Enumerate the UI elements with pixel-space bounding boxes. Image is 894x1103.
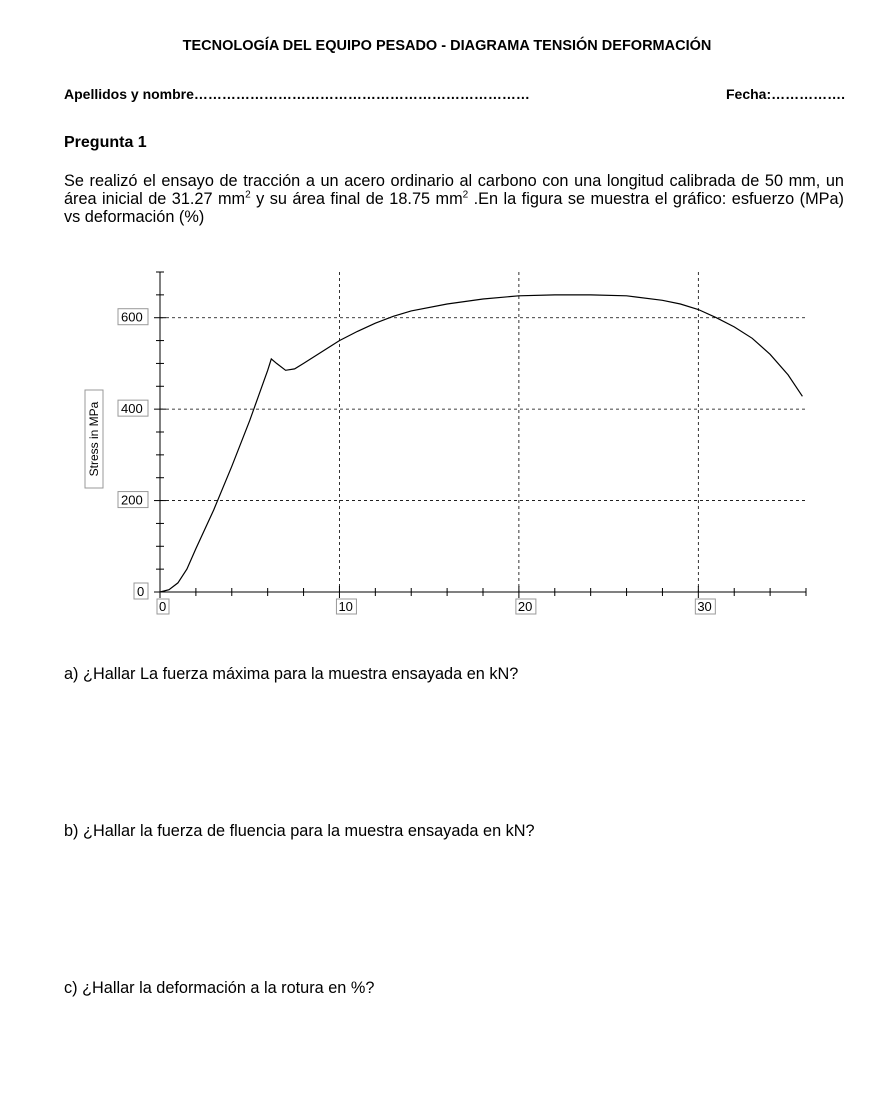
question-c: c) ¿Hallar la deformación a la rotura en %? [64, 979, 375, 997]
date-field-label: Fecha:……………. [725, 86, 845, 102]
y-axis-title-text: Stress in MPa [87, 401, 101, 477]
x-tick-label-10: 10 [338, 599, 353, 614]
x-tick-label-0: 0 [159, 599, 167, 614]
y-tick-label-200: 200 [121, 492, 143, 508]
intro-text-1: Se realizó el ensayo de tracción a un acero ordinario al carbono con una longitud calibrada de 50 mm, un área inicial de 31.27 mm [64, 172, 844, 208]
y-tick-label-600: 600 [121, 309, 143, 325]
intro-text-3: .En la figura se muestra el gráfico: esfuerzo (MPa) vs deformación (%) [64, 190, 844, 226]
name-field-label: Apellidos y nombre……………………………………………………………… [64, 86, 530, 102]
tick-labels [118, 309, 715, 614]
grid-lines [160, 272, 806, 592]
question-b: b) ¿Hallar la fuerza de fluencia para la muestra ensayada en kN? [64, 822, 535, 840]
question-a: a) ¿Hallar La fuerza máxima para la muestra ensayada en kN? [64, 665, 519, 683]
x-tick-label-30: 30 [697, 599, 712, 614]
intro-superscript-1: 2 [245, 189, 251, 201]
chart-axes [154, 272, 806, 592]
page-title: TECNOLOGÍA DEL EQUIPO PESADO - DIAGRAMA TENSIÓN DEFORMACIÓN [182, 38, 712, 54]
y-tick-label-0: 0 [137, 584, 145, 599]
intro-text-2: y su área final de 18.75 mm [250, 190, 463, 208]
y-tick-label-400: 400 [121, 401, 143, 417]
stress-strain-chart [80, 262, 820, 632]
tick-marks [154, 272, 806, 598]
x-tick-label-20: 20 [517, 599, 533, 614]
stress-strain-curve [160, 295, 802, 592]
intro-superscript-2: 2 [462, 189, 469, 201]
y-axis-title [85, 390, 103, 488]
question-intro [64, 172, 844, 226]
question-heading: Pregunta 1 [64, 134, 147, 151]
